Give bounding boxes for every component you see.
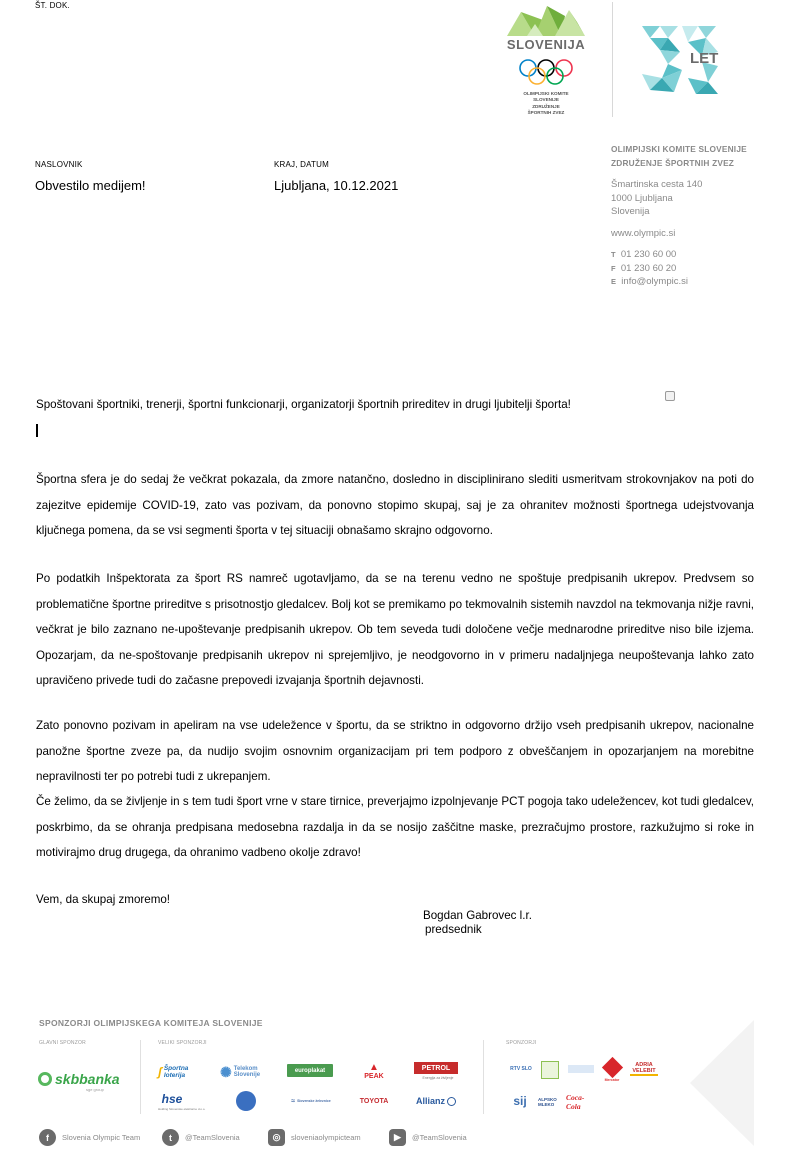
- twitter-icon: t: [162, 1129, 179, 1146]
- mountain-icon: [505, 2, 587, 38]
- sender-org-line1: OLIMPIJSKI KOMITE SLOVENIJE: [611, 144, 747, 154]
- sender-org-line2: ZDRUŽENJE ŠPORTNIH ZVEZ: [611, 157, 735, 168]
- signature-name: Bogdan Gabrovec l.r.: [423, 909, 532, 922]
- sponsor-coca-cola: Coca-Cola: [566, 1093, 585, 1111]
- sender-web[interactable]: www.olympic.si: [611, 227, 676, 239]
- doc-number-label: ŠT. DOK.: [35, 1, 70, 10]
- place-date-label: KRAJ, DATUM: [274, 160, 329, 169]
- big-sponsors-label: VELIKI SPONZORJI: [158, 1040, 207, 1046]
- sponsor-sij: sij: [513, 1094, 527, 1108]
- sponsors-heading: SPONZORJI OLIMPIJSKEGA KOMITEJA SLOVENIJE: [39, 1018, 263, 1028]
- sponsor-divider-2: [483, 1040, 484, 1114]
- social-facebook[interactable]: f Slovenia Olympic Team: [39, 1129, 140, 1146]
- sponsor-divider-1: [140, 1040, 141, 1114]
- sponsor-petrol: PETROL: [414, 1062, 458, 1074]
- sponsor-blue-wordmark: [568, 1065, 594, 1073]
- addressee-label: NASLOVNIK: [35, 160, 83, 169]
- letter-paragraph-1: Športna sfera je do sedaj že večkrat pokazala, da zmore natančno, dosledno in disciplinirano slediti usmeritvam strokovnjakov na poti do zajezitve epidemije COVID-19, zato vas pozivam, da ponovno stopimo skupaj, saj je za ohranitev možnosti športnega udejstvovanja ključnega pomena, da se vsi segmenti športa v tej situaciji obnašamo skrajno odgovorno.: [36, 473, 754, 537]
- fax-prefix: F: [611, 263, 616, 273]
- social-youtube[interactable]: ▶ @TeamSlovenia: [389, 1129, 467, 1146]
- hse-sub: Holding Slovenske elektrarne d.o.o.: [158, 1107, 206, 1111]
- addressee-value: Obvestilo medijem!: [35, 178, 146, 193]
- logo-subtitle: OLIMPIJSKI KOMITE SLOVENIJE ZDRUŽENJE ŠPORTNIH ZVEZ: [523, 91, 569, 116]
- header-divider: [612, 2, 613, 117]
- instagram-icon: ◎: [268, 1129, 285, 1146]
- facebook-icon: f: [39, 1129, 56, 1146]
- sponsor-telekom: ✺ Telekom Slovenije: [220, 1063, 261, 1080]
- other-sponsors-label: SPONZORJI: [506, 1040, 537, 1046]
- sponsor-toyota: TOYOTA: [359, 1097, 389, 1105]
- footer-triangle-icon: [690, 1020, 754, 1146]
- social-instagram[interactable]: ◎ sloveniaolympicteam: [268, 1129, 361, 1146]
- letter-paragraph-4: Če želimo, da se življenje in s tem tudi šport vrne v stare tirnice, preverjajmo izpolnjevanje PCT pogoja tako udeležencev, kot tudi gledalcev, poskrbimo, da se ohranja predpisana medosebna razdalja in da se nosijo zaščitne maske, prezračujmo prostore, razkužujmo si roke in motivirajmo drug drugega, da ohranimo vadbeno okolje zdravo!: [36, 795, 754, 859]
- sponsor-mercator: Mercator: [602, 1059, 622, 1083]
- text-cursor: [36, 424, 38, 437]
- sponsor-peak: ▲ PEAK: [364, 1061, 384, 1080]
- sender-fax: 01 230 60 20: [620, 262, 677, 274]
- sponsor-green-badge: [541, 1061, 559, 1079]
- main-sponsor-sub: sge group: [86, 1087, 104, 1092]
- anniversary-word: LET: [690, 50, 719, 67]
- place-date-value: Ljubljana, 10.12.2021: [274, 178, 399, 193]
- sender-email[interactable]: info@olympic.si: [621, 276, 688, 287]
- sponsor-europlakat: europlakat: [287, 1064, 333, 1077]
- sponsor-sportna-loterija: ʃ Športna loterija: [158, 1064, 189, 1079]
- sponsor-allianz: Allianz: [410, 1094, 462, 1108]
- olympic-committee-logo: [505, 2, 587, 122]
- sponsor-round-badge: [236, 1091, 256, 1111]
- signature-title: predsednik: [425, 923, 482, 936]
- sponsor-slovenske-zeleznice: ≈ Slovenske železnice: [291, 1097, 331, 1105]
- letter-greeting: Spoštovani športniki, trenerji, športni funkcionarji, organizatorji športnih prireditev in drugi ljubitelji športa!: [36, 398, 571, 411]
- youtube-icon: ▶: [389, 1129, 406, 1146]
- email-prefix: E: [611, 277, 617, 286]
- sponsor-rtv-slo: RTV SLO: [510, 1066, 532, 1073]
- olympic-rings-icon: [518, 58, 574, 86]
- main-sponsor-label: GLAVNI SPONZOR: [39, 1040, 86, 1046]
- sender-phone: 01 230 60 00: [620, 249, 677, 260]
- sender-street: Šmartinska cesta 140: [611, 179, 703, 190]
- anniversary-logo: [638, 22, 722, 96]
- main-sponsor-logo: [38, 1071, 120, 1087]
- phone-prefix: T: [611, 250, 616, 259]
- logo-country: SLOVENIJA: [506, 37, 586, 52]
- letter-paragraph-2: Po podatkih Inšpektorata za šport RS namreč ugotavljamo, da se na terenu vedno ne spoštuje predpisanih ukrepov. Predvsem so problematične športne prireditve s prisotnostjo gledalcev. Bolj kot se premikamo po tekmovalnih sistemih navzdol na tekmovanja nižje ravni, večkrat je bilo zaznano ne-upoštevanje predpisanih ukrepov. Ob tem seveda tudi določene večje mednarodne prireditve niso bile izjema. Opozarjam, da ne-spoštovanje predpisanih ukrepov ni sprejemljivo, je neodgovorno in v primeru nadaljnjega neupoštevanja lahko zato upravičeno privede tudi do začasne prepovedi izvajanja športnih dejavnosti.: [36, 572, 754, 687]
- main-sponsor-name: skbbanka: [55, 1071, 120, 1087]
- sponsor-adria-velebit: ADRIA VELEBIT: [630, 1062, 658, 1076]
- sponsor-hse: hse: [161, 1092, 183, 1106]
- sender-address: [611, 143, 781, 289]
- sender-city: 1000 Ljubljana: [611, 192, 673, 204]
- skb-icon: [38, 1072, 52, 1086]
- letter-paragraph-3: Zato ponovno pozivam in apeliram na vse udeležence v športu, da se striktno in odgovorno držijo vseh predpisanih ukrepov, nacionalne panožne športne zveze pa, da nudijo svojim osnovnim organizacijam pri tem podporo z obveščanjem in opozarjanjem na morebitne nepravilnosti ter po potrebi tudi z ukrepanjem.: [36, 719, 754, 783]
- petrol-sub: Energija za življenje: [422, 1076, 454, 1080]
- social-twitter[interactable]: t @TeamSlovenia: [162, 1129, 240, 1146]
- sponsor-alpsko-mleko: ALPSKO MLEKO: [538, 1097, 557, 1107]
- letter-closing: Vem, da skupaj zmoremo!: [36, 893, 171, 906]
- sender-country: Slovenija: [611, 206, 650, 217]
